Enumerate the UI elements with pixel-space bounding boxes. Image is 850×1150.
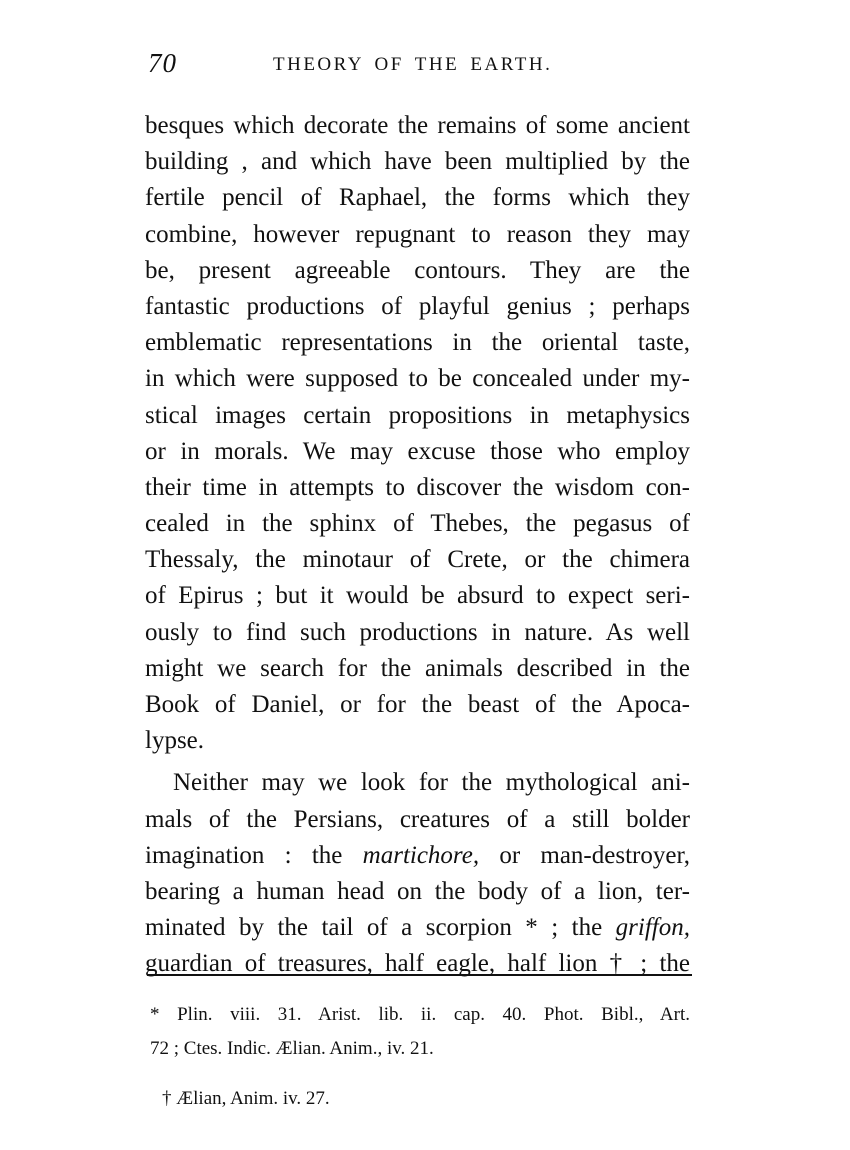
text-fragment: imagination : bbox=[145, 841, 292, 869]
text-line: Neither may we look for the mythological ani- bbox=[173, 769, 690, 797]
text-line: building , and which have been multiplied by the bbox=[145, 148, 690, 176]
text-line: their time in attempts to discover the wisdom con- bbox=[145, 473, 690, 501]
running-title: THEORY OF THE EARTH. bbox=[273, 54, 553, 75]
text-line: fertile pencil of Raphael, the forms which they bbox=[145, 184, 690, 212]
footnote-rule bbox=[147, 974, 692, 976]
text-line: lypse. bbox=[145, 727, 205, 755]
text-line: Book of Daniel, or for the beast of the Apoca- bbox=[145, 691, 690, 718]
text-line bbox=[145, 910, 690, 946]
text-line: or in morals. We may excuse those who employ bbox=[145, 437, 690, 465]
page-number: 70 bbox=[148, 48, 177, 78]
page-header bbox=[148, 48, 688, 84]
text-line: bearing a human head on the body of a lion, ter- bbox=[145, 877, 690, 905]
footnote-1-line-2: 72 ; Ctes. Indic. Ælian. Anim., iv. 21. bbox=[150, 1038, 434, 1059]
text-line bbox=[145, 838, 690, 874]
text-line: might we search for the animals described in the bbox=[145, 654, 690, 682]
footnotes bbox=[150, 998, 690, 1116]
text-line: be, present agreeable contours. They are the bbox=[145, 256, 690, 284]
footnote-2: † Ælian, Anim. iv. 27. bbox=[162, 1088, 330, 1109]
footnote-spacer bbox=[150, 1066, 690, 1082]
text-line: stical images certain propositions in metaphysics bbox=[145, 401, 690, 429]
text-fragment: minated by the tail of a scorpion * ; the bbox=[145, 914, 603, 942]
text-line: in which were supposed to be concealed under my- bbox=[145, 365, 690, 393]
text-line: cealed in the sphinx of Thebes, the pegasus of bbox=[145, 510, 690, 538]
footnote-1-line-1: * Plin. viii. 31. Arist. lib. ii. cap. 40. Phot. Bibl., Art. bbox=[150, 1004, 690, 1025]
text-line: fantastic productions of playful genius ; perhaps bbox=[145, 292, 690, 320]
italic-term-martichore: martichore, bbox=[362, 841, 480, 869]
text-line: combine, however repugnant to reason they may bbox=[145, 220, 690, 248]
text-fragment: the bbox=[311, 841, 343, 869]
text-line: of Epirus ; but it would be absurd to expect seri- bbox=[145, 582, 690, 610]
body-text bbox=[145, 108, 690, 983]
text-line: ously to find such productions in nature. As well bbox=[145, 618, 690, 646]
italic-term-griffon: griffon, bbox=[615, 914, 690, 942]
text-line: emblematic representations in the oriental taste, bbox=[145, 329, 690, 357]
text-fragment: or man-destroyer, bbox=[499, 841, 691, 869]
text-line: mals of the Persians, creatures of a still bolder bbox=[145, 805, 690, 833]
text-line: Thessaly, the minotaur of Crete, or the chimera bbox=[145, 546, 690, 574]
text-line: guardian of treasures, half eagle, half lion † ; the bbox=[145, 950, 690, 978]
text-line: besques which decorate the remains of some ancient bbox=[145, 112, 690, 139]
